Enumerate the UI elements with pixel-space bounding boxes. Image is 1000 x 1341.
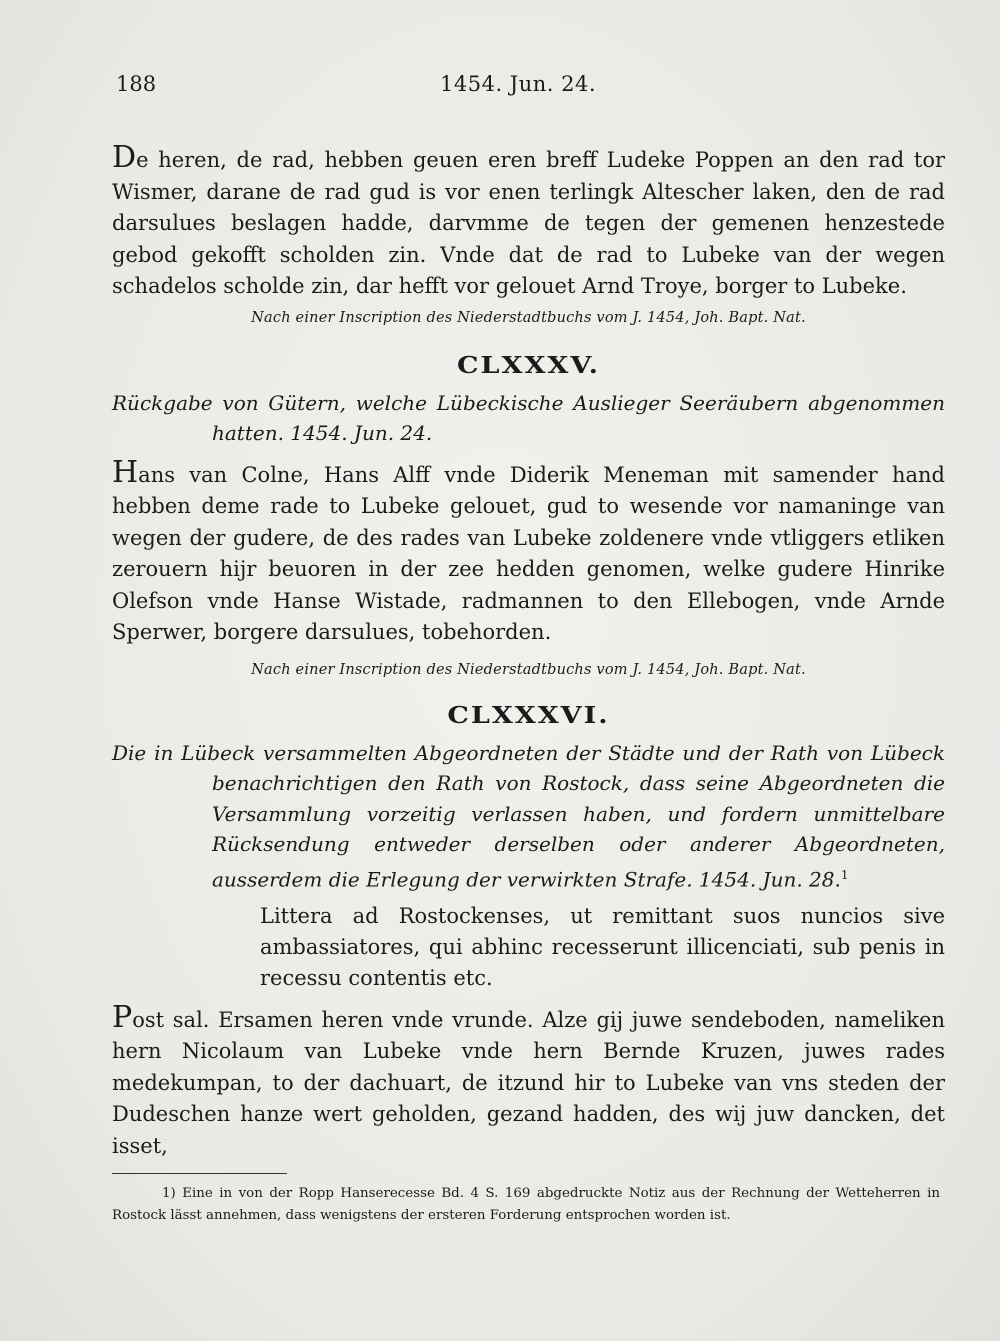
body-text: ans van Colne, Hans Alff vnde Diderik Meneman mit samender hand hebben deme rade to Lubeke gelouet, gud to wesende vor namaninge van wegen der gudere, de des rades van Lubeke zoldenere vnde vtliggers etliken zerouern hijr beuoren in der zee hedden genomen, welke gudere Hinrike Olefson vnde Hanse Wistade, radmannen to den Ellebogen, vnde Arnde Sperwer, borgere darsulues, tobehorden.	[112, 462, 945, 644]
footnote-ref: 1	[840, 867, 849, 882]
source-note: Nach einer Inscription des Niederstadtbuchs vom J. 1454, Joh. Bapt. Nat.	[251, 309, 806, 326]
document-number: CLXXXV.	[457, 351, 600, 379]
page-number: 188	[116, 72, 157, 96]
document-text-185	[112, 454, 945, 649]
document-summary: Rückgabe von Gütern, welche Lübeckische Auslieger Seeräubern abgenommen hatten. 1454. Jun. 24.	[112, 390, 945, 445]
body-text: e heren, de rad, hebben geuen eren breff Ludeke Poppen an den rad tor Wismer, darane de rad gud is vor enen terlingk Altescher laken, den de rad darsulues beslagen hadde, darvmme de tegen der gemenen henzestede gebod gekofft scholden zin. Vnde dat de rad to Lubeke van der wegen schadelos scholde zin, dar hefft vor gelouet Arnd Troye, borger to Lubeke.	[112, 148, 945, 298]
drop-cap: P	[112, 999, 133, 1035]
main-text	[112, 142, 945, 1162]
footnote	[112, 1183, 940, 1227]
drop-cap: H	[112, 454, 139, 490]
header-date: 1454. Jun. 24.	[440, 72, 597, 96]
littera-note: Littera ad Rostockenses, ut remittant suos nuncios sive ambassiatores, qui abhinc recesserunt illicenciati, sub penis in recessu contentis etc.	[260, 903, 945, 990]
running-header	[116, 72, 946, 108]
footnote-divider	[112, 1173, 287, 1174]
document-summary: Die in Lübeck versammelten Abgeordneten der Städte und der Rath von Lübeck benachrichtigen den Rath von Rostock, dass seine Abgeordneten die Versammlung vorzeitig verlassen haben, und fordern unmittelbare Rücksendung entweder derselben oder anderer Abgeordneten, ausserdem die Erlegung der verwirkten Strafe. 1454. Jun. 28.$^1$	[112, 740, 945, 892]
drop-cap: D	[112, 140, 137, 175]
document-text-186	[112, 999, 945, 1163]
footnote-marker: 1)	[162, 1186, 176, 1201]
body-text: ost sal. Ersamen heren vnde vrunde. Alze gij juwe sendeboden, nameliken hern Nicolaum van Lubeke vnde hern Bernde Kruzen, juwes rades medekumpan, to der dachuart, de itzund hir to Lubeke van vns steden der Dudeschen hanze wert geholden, gezand hadden, des wij juw dancken, det isset,	[112, 1007, 945, 1158]
footnote-text: Eine in von der Ropp Hanserecesse Bd. 4 S. 169 abgedruckte Notiz aus der Rechnung der Wetteherren in Rostock lässt annehmen, dass wenigstens der ersteren Forderung entsprochen worden ist.	[112, 1186, 940, 1223]
document-number: CLXXXVI.	[447, 701, 610, 729]
document-text-184	[112, 142, 945, 303]
source-note: Nach einer Inscription des Niederstadtbuchs vom J. 1454, Joh. Bapt. Nat.	[251, 661, 806, 678]
